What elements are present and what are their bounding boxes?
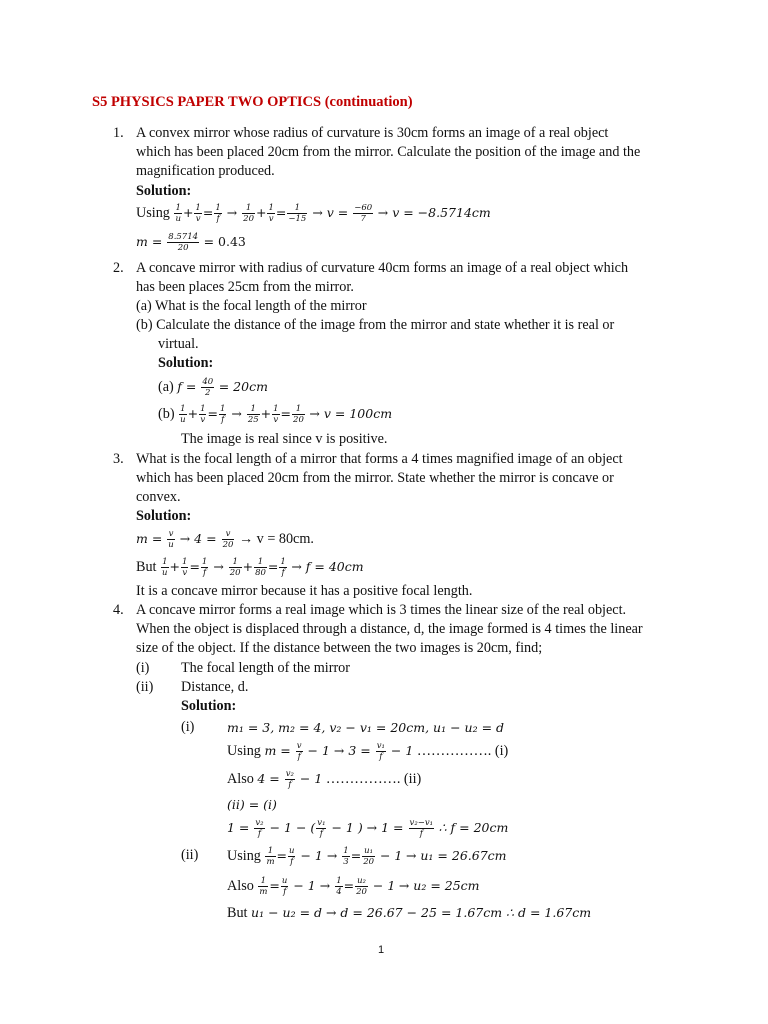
q4-line-3: size of the object. If the distance between the two images is 20cm, find; xyxy=(136,640,543,656)
q2-part-b-1: (b) Calculate the distance of the image from the mirror and state whether it is real or xyxy=(136,317,615,333)
q4-part-i: The focal length of the mirror xyxy=(181,660,351,676)
q3-line-3: convex. xyxy=(136,489,181,505)
q1-solution-heading: Solution: xyxy=(136,183,192,199)
q4-u2: Also $\frac{1}{m}$ = $\frac{u}{f}$ − 1 → $\frac{1}{4}$ = $\frac{\text{u₂}}{20}$ − 1 → u₂ = 25cm xyxy=(227,876,480,897)
q4-given-values: m₁ = 3, m₂ = 4, v₂ − v₁ = 20cm, u₁ − u₂ = d xyxy=(227,720,505,735)
q1-line-3: magnification produced. xyxy=(136,163,275,179)
q1-magnification: m = $\frac{8.5714}{20}$ = 0.43 xyxy=(136,232,246,253)
q2-part-b-2: virtual. xyxy=(158,336,199,352)
q2-solution-heading: Solution: xyxy=(158,355,214,371)
q4-distance-d: But u₁ − u₂ = d → d = 26.67 − 25 = 1.67cm ∴ d = 1.67cm xyxy=(227,905,592,921)
q4-number: 4. xyxy=(113,602,124,618)
q4-part-ii: Distance, d. xyxy=(181,679,249,695)
q4-equation-ii: Also 4 = $\frac{\text{v₂}}{f}$ − 1 ……………. (ii) xyxy=(227,769,422,790)
q4-sol-ii-label: (ii) xyxy=(181,847,199,863)
q2-part-a: (a) What is the focal length of the mirror xyxy=(136,298,367,314)
q3-magnification: m = $\frac{v}{u}$ → 4 = $\frac{v}{20}$ → v = 80cm. xyxy=(136,529,314,550)
q3-focal-length: But $\frac{1}{u}$ + $\frac{1}{v}$ = $\frac{1}{f}$ → $\frac{1}{20}$ + $\frac{1}{80}$ = $\frac{1}{f}$ → f = 40cm xyxy=(136,557,364,578)
q1-mirror-equation: Using $\frac{1}{u}$ + $\frac{1}{v}$ = $\frac{1}{f}$ → $\frac{1}{20}$ + $\frac{1}{v}$ = $\frac{1}{-15}$ → v = $\frac{-60}{7}$ → v = −8.5714cm xyxy=(136,203,491,224)
q4-equate: (ii) = (i) xyxy=(227,797,277,812)
q2-conclusion: The image is real since v is positive. xyxy=(181,431,388,447)
q3-solution-heading: Solution: xyxy=(136,508,192,524)
q4-part-ii-label: (ii) xyxy=(136,679,154,695)
q1-number: 1. xyxy=(113,125,124,141)
q4-equation-i: Using m = $\frac{v}{f}$ − 1 → 3 = $\frac{\text{v₁}}{f}$ − 1 ……………. (i) xyxy=(227,741,509,762)
q4-line-1: A concave mirror forms a real image which is 3 times the linear size of the real object. xyxy=(136,602,627,618)
q4-sol-i-label: (i) xyxy=(181,719,195,735)
q2-number: 2. xyxy=(113,260,124,276)
q4-u1: Using $\frac{1}{m}$ = $\frac{u}{f}$ − 1 → $\frac{1}{3}$ = $\frac{\text{u₁}}{20}$ − 1 → u₁ = 26.67cm xyxy=(227,846,507,867)
q3-conclusion: It is a concave mirror because it has a positive focal length. xyxy=(136,583,473,599)
q3-line-1: What is the focal length of a mirror that forms a 4 times magnified image of an object xyxy=(136,451,623,467)
q3-number: 3. xyxy=(113,451,124,467)
page-title: S5 PHYSICS PAPER TWO OPTICS (continuation) xyxy=(92,94,413,110)
q4-part-i-label: (i) xyxy=(136,660,150,676)
q2-answer-b: (b) $\frac{1}{u}$ + $\frac{1}{v}$ = $\frac{1}{f}$ → $\frac{1}{25}$ + $\frac{1}{v}$ = $\frac{1}{20}$ → v = 100cm xyxy=(158,404,393,425)
q4-focal-length: 1 = $\frac{\text{v₂}}{f}$ − 1 − ( $\frac{\text{v₁}}{f}$ − 1 ) → 1 = $\frac{\text{v₂−v₁}}{f}$ ∴ f = 20cm xyxy=(227,818,509,839)
page-number: 1 xyxy=(378,944,385,956)
q3-line-2: which has been placed 20cm from the mirror. State whether the mirror is concave or xyxy=(136,470,614,486)
q4-solution-heading: Solution: xyxy=(181,698,237,714)
q4-line-2: When the object is displaced through a distance, d, the image formed is 4 times the linear xyxy=(136,621,643,637)
q2-answer-a: (a) f = $\frac{40}{2}$ = 20cm xyxy=(158,377,268,398)
q1-line-1: A convex mirror whose radius of curvature is 30cm forms an image of a real object xyxy=(136,125,609,141)
q1-line-2: which has been placed 20cm from the mirror. Calculate the position of the image and the xyxy=(136,144,641,160)
q2-line-2: has been places 25cm from the mirror. xyxy=(136,279,354,295)
q2-line-1: A concave mirror with radius of curvature 40cm forms an image of a real object which xyxy=(136,260,629,276)
